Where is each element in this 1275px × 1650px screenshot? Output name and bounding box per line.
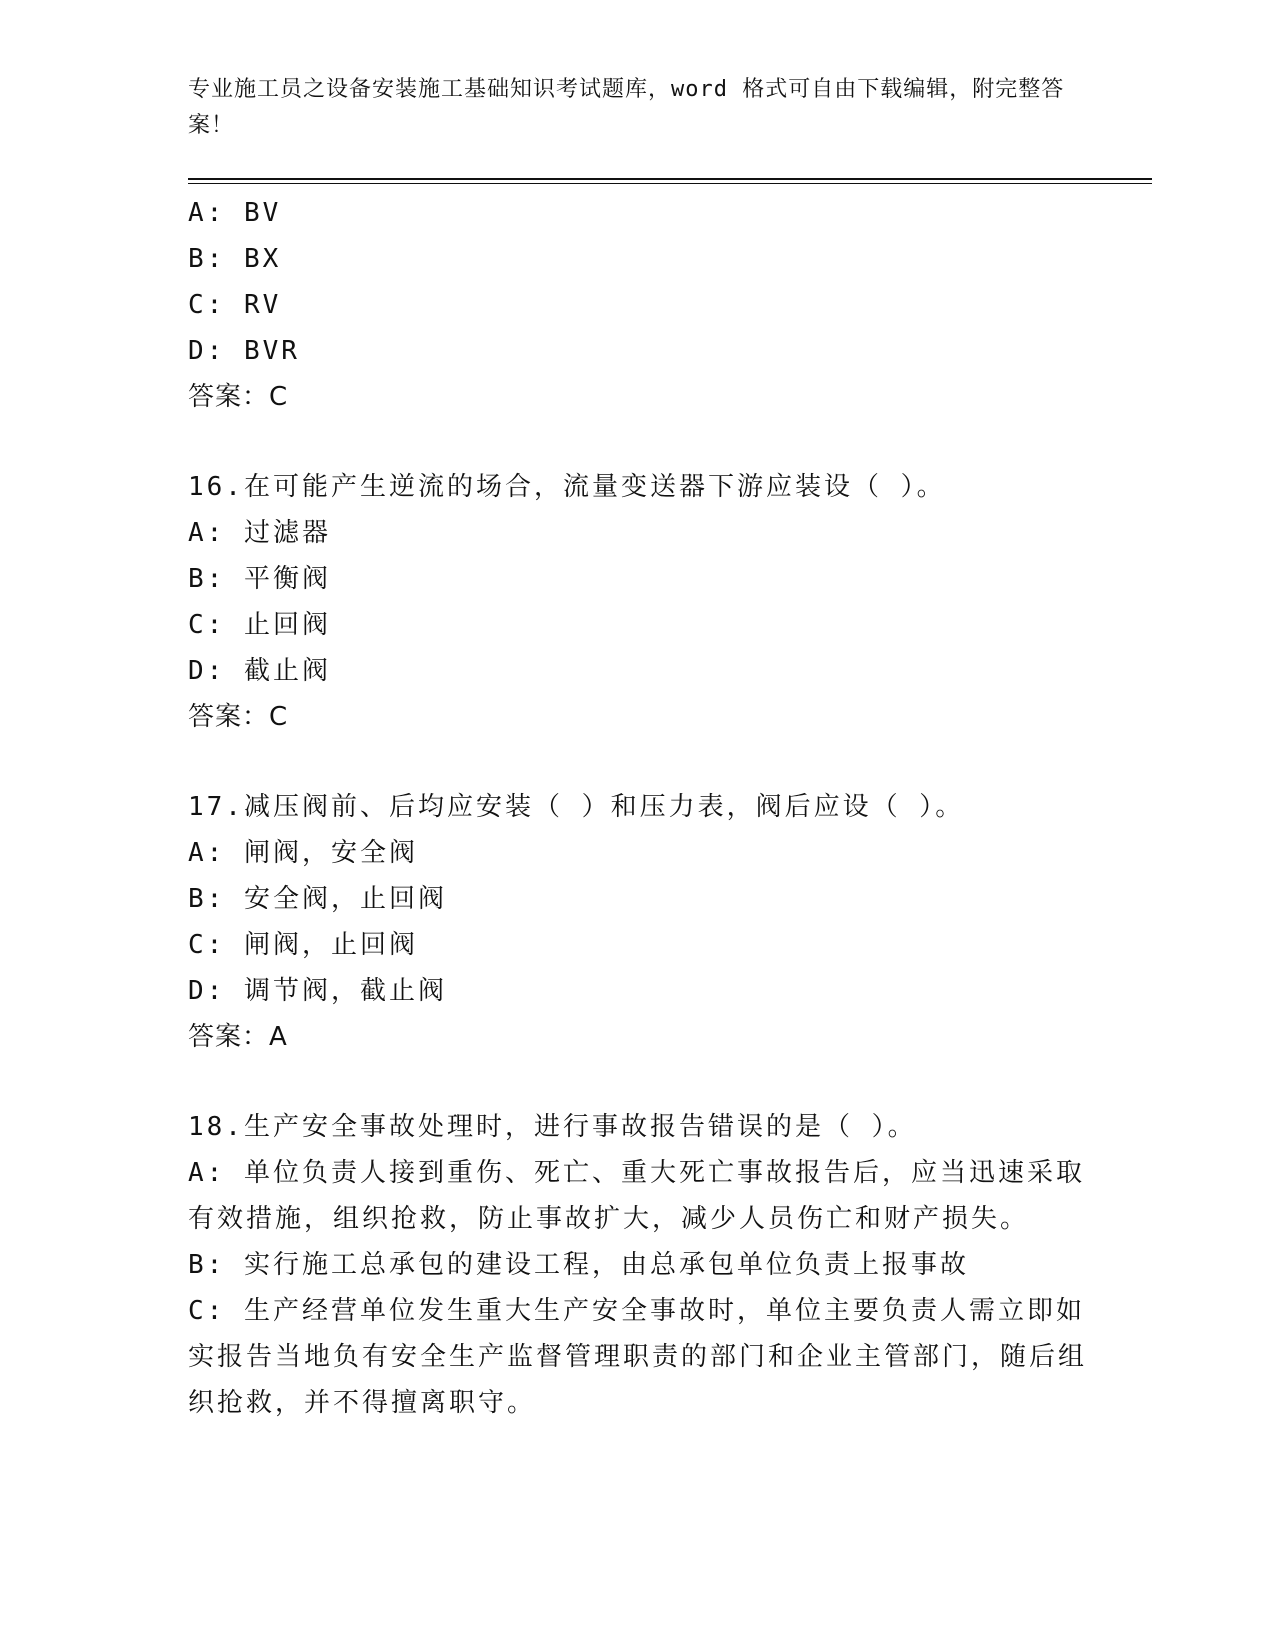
answer: 答案：C: [188, 382, 289, 412]
question-17: [188, 784, 1088, 1060]
option-a: A: 过滤器: [188, 518, 331, 548]
question-15-continued: [188, 190, 1088, 420]
question-16: [188, 464, 1088, 740]
header-rule-thick: [188, 178, 1152, 180]
question-18: [188, 1104, 1088, 1426]
option-b: B: 平衡阀: [188, 564, 331, 594]
option-b: B: BX: [188, 244, 282, 274]
option-b: B: 实行施工总承包的建设工程，由总承包单位负责上报事故: [188, 1250, 969, 1280]
answer: 答案：A: [188, 1022, 288, 1052]
option-d: D: 截止阀: [188, 656, 331, 686]
header-rule-thin: [188, 183, 1152, 184]
option-c: C: 闸阀，止回阀: [188, 930, 418, 960]
option-b: B: 安全阀，止回阀: [188, 884, 447, 914]
option-c: C: 止回阀: [188, 610, 331, 640]
question-stem: 17.减压阀前、后均应安装（ ）和压力表，阀后应设（ ）。: [188, 792, 965, 822]
question-stem: 18.生产安全事故处理时，进行事故报告错误的是（ ）。: [188, 1112, 917, 1142]
option-a: A: 单位负责人接到重伤、死亡、重大死亡事故报告后，应当迅速采取有效措施，组织抢救，防止事故扩大，减少人员伤亡和财产损失。: [188, 1158, 1085, 1234]
option-c: C: 生产经营单位发生重大生产安全事故时，单位主要负责人需立即如实报告当地负有安全生产监督管理职责的部门和企业主管部门，随后组织抢救，并不得擅离职守。: [188, 1296, 1088, 1418]
option-a: A: 闸阀，安全阀: [188, 838, 418, 868]
question-stem: 16.在可能产生逆流的场合，流量变送器下游应装设（ ）。: [188, 472, 946, 502]
answer: 答案：C: [188, 702, 289, 732]
question-content: [188, 190, 1088, 1426]
option-a: A: BV: [188, 198, 282, 228]
option-c: C: RV: [188, 290, 282, 320]
option-d: D: BVR: [188, 336, 300, 366]
option-d: D: 调节阀，截止阀: [188, 976, 447, 1006]
document-header: 专业施工员之设备安装施工基础知识考试题库，word 格式可自由下载编辑，附完整答案！: [188, 77, 1065, 138]
